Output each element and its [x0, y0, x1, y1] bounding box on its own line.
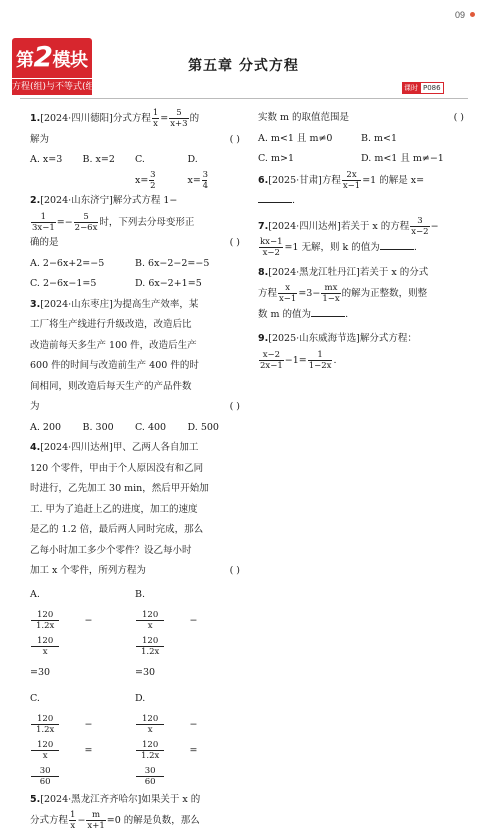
- question-6: 6.[2025·甘肃]方程 $\frac{2x}{x-1}$ =1 的解是 x= .: [258, 169, 425, 206]
- question-5: 5.[2024·黑龙江齐齐哈尔]如果关于 x 的 分式方程 $\frac{1}{x}$ − $\frac{m}{x+1}$ =0 的解是负数，那么: [30, 793, 201, 831]
- page-tag: 课时 P086: [402, 82, 444, 94]
- answer-blank[interactable]: [311, 306, 345, 317]
- header-divider: [20, 98, 468, 99]
- left-column: [30, 108, 240, 832]
- question-1: 1.[2024·四川德阳]分式方程 $\frac{1}{x}$ = $\frac{5}{x+3}$ 的 解为 ( ) A. x=3 B. x=2 C. x= $\frac{3}{2}$ D. x= $\frac{3}{4}$: [30, 108, 240, 191]
- question-8: 8.[2024·黑龙江牡丹江]若关于 x 的分式 方程 $\frac{x}{x-1}$ =3− $\frac{mx}{1-x}$ 的解为正整数，则整 数 m 的值为 .: [258, 266, 429, 320]
- right-column: [258, 108, 464, 371]
- question-9: 9.[2025·山东威海节选]解分式方程： $\frac{x-2}{2x-1}$ −1= $\frac{1}{1-2x}$ .: [258, 333, 417, 371]
- answer-blank[interactable]: [380, 239, 414, 250]
- page-number: 09: [454, 10, 465, 20]
- page-dot-icon: [470, 12, 475, 17]
- question-4: 4.[2024·四川达州]甲、乙两人各自加工 120 个零件，甲由于个人原因没有和乙同 时进行，乙先加工 30 min，然后甲开始加 工. 甲为了追赶上乙的进度，加工的速度 是乙的 1.2 倍，最后两人同时完成，那么 乙每小时加工多少个零件？设乙每小时 加工 x 个零件，所列方程为 ( ) A. $\frac{120}{1.2x}$ − $\frac{120}{x}$ =30 B. $\frac{120}{x}$ − $\frac{120}{1.2x}$ =30 C. $\frac{120}{1.2x}$ − $\frac{120}{x}$ = $\frac{30}{60}$ D. $\frac{120}{x}$ − $\frac{120}{1.2x}$ = $\frac{30}{60}$: [30, 442, 240, 787]
- question-7: 7.[2024·四川达州]若关于 x 的方程 $\frac{3}{x-2}$ − $\frac{kx-1}{x-2}$ =1 无解，则 k 的值为 .: [258, 215, 439, 258]
- chapter-title: 第五章 分式方程: [188, 58, 299, 74]
- module-subtitle: 方程(组)与不等式(组): [12, 78, 92, 95]
- module-title: 第2模块: [16, 40, 88, 73]
- question-5-continued: 实数 m 的取值范围是 ( ) A. m<1 且 m≠0 B. m<1 C. m>1 D. m<1 且 m≠−1: [258, 112, 464, 164]
- question-2: 2.[2024·山东济宁]解分式方程 1− $\frac{1}{3x-1}$ =− $\frac{5}{2-6x}$ 时，下列去分母变形正 确的是 ( ) A. 2−6x+2=−5 B. 6x−2−2=−5 C. 2−6x−1=5 D. 6x−2+1=5: [30, 195, 240, 289]
- answer-blank[interactable]: [258, 192, 292, 203]
- question-3: 3.[2024·山东枣庄]为提高生产效率，某 工厂将生产线进行升级改造，改造后比 改造前每天多生产 100 件，改造后生产 600 件的时间与改造前生产 400 件的时 间相同，则改造后每天生产的产品件数 为 ( ) A. 200 B. 300 C. 400 D. 500: [30, 298, 240, 433]
